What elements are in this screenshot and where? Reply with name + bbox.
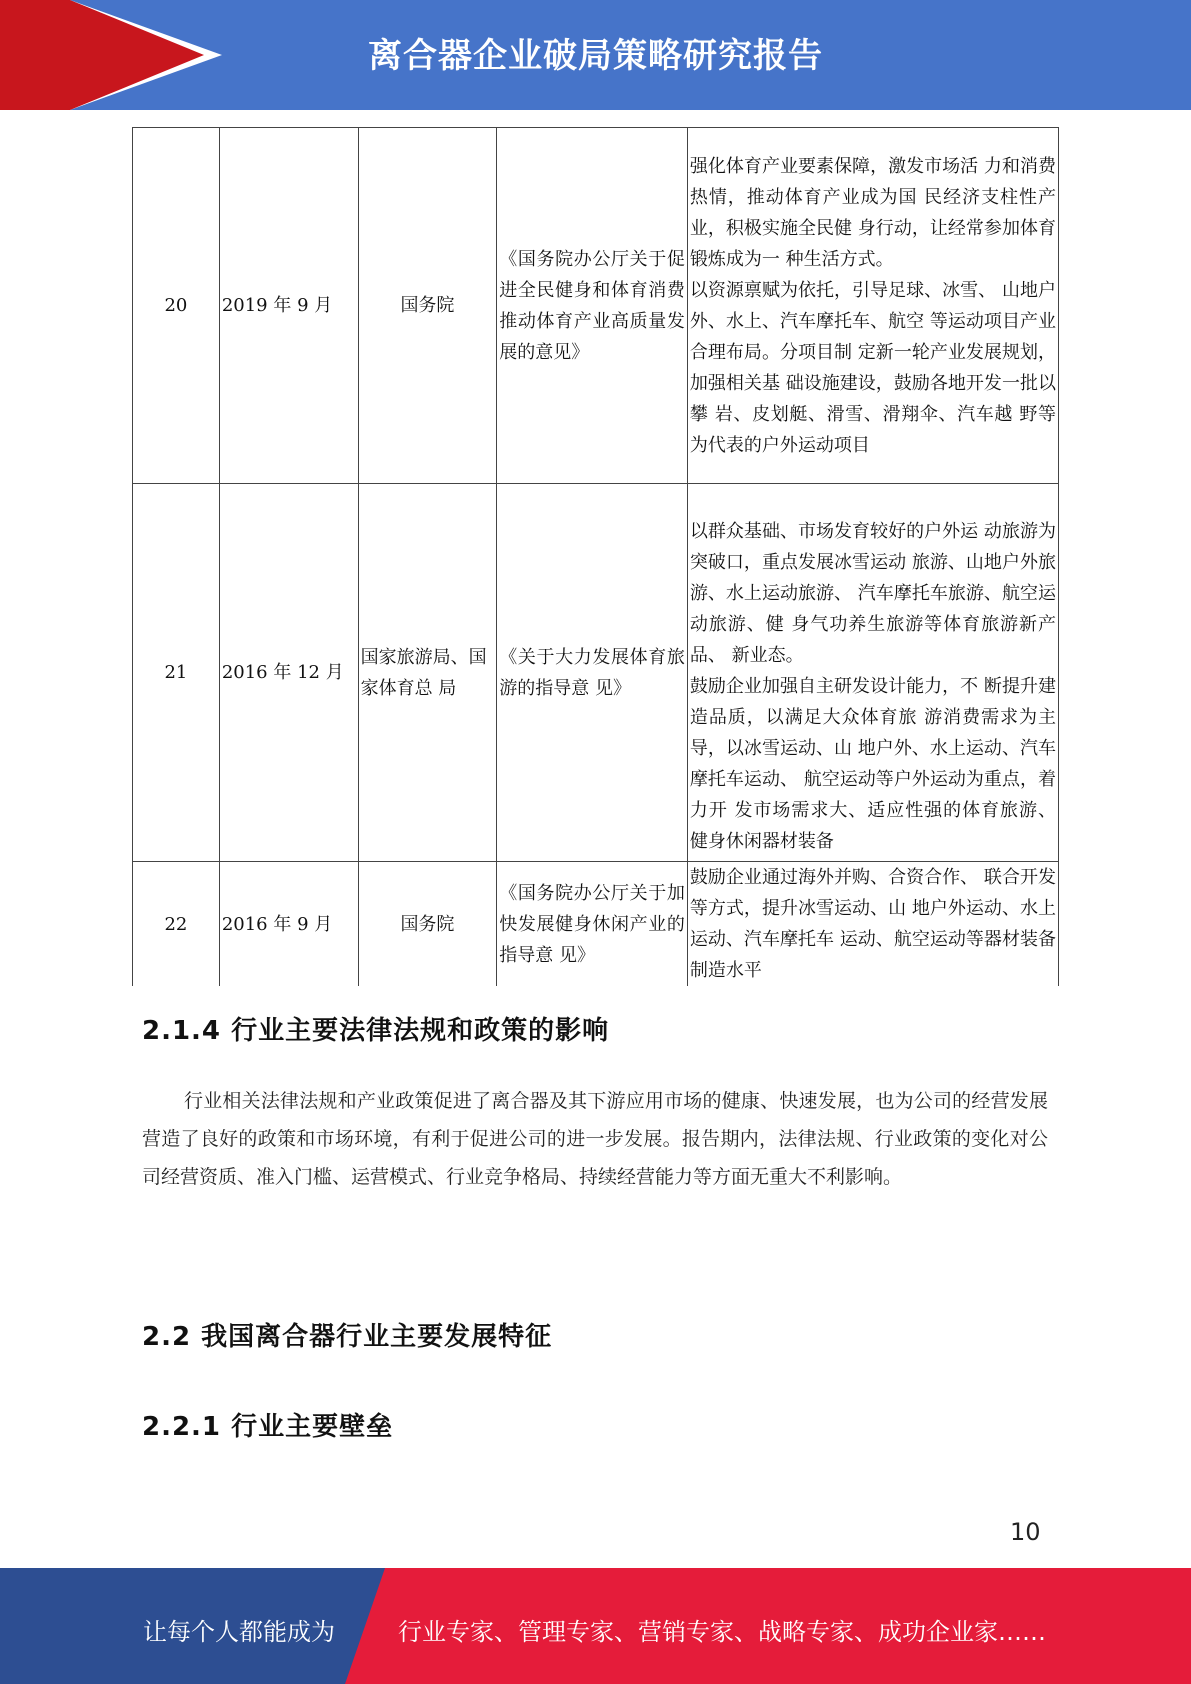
row-policy-name: 《国务院办公厅关于加快发展健身休闲产业的指导意 见》 <box>497 862 688 987</box>
row-number: 22 <box>133 862 220 987</box>
section-paragraph: 行业相关法律法规和产业政策促进了离合器及其下游应用市场的健康、快速发展，也为公司的经营发展营造了良好的政策和市场环境，有利于促进公司的进一步发展。报告期内，法律法规、行业政策的变化对公司经营资质、准入门槛、运营模式、行业竞争格局、持续经营能力等方面无重大不利影响。 <box>142 1090 1048 1188</box>
table-row <box>133 128 1059 484</box>
footer-slogan-right: 行业专家、管理专家、营销专家、战略专家、成功企业家…… <box>398 1618 1046 1646</box>
row-content: 鼓励企业通过海外并购、合资合作、 联合开发等方式，提升冰雪运动、山 地户外运动、水上运动、汽车摩托车 运动、航空运动等器材装备制造水平 <box>687 862 1058 987</box>
row-date: 2019 年 9 月 <box>219 128 358 484</box>
report-title: 离合器企业破局策略研究报告 <box>368 36 823 76</box>
row-date: 2016 年 12 月 <box>219 484 358 862</box>
table-row <box>133 862 1059 987</box>
row-number: 20 <box>133 128 220 484</box>
row-policy-name: 《关于大力发展体育旅游的指导意 见》 <box>497 484 688 862</box>
row-content: 强化体育产业要素保障，激发市场活 力和消费热情，推动体育产业成为国 民经济支柱性产业，积极实施全民健 身行动，让经常参加体育锻炼成为一 种生活方式。 以资源禀赋为依托，引导足球、冰雪、 山地户外、水上、汽车摩托车、航空 等运动项目产业合理布局。分项目制 定新一轮产业发展规划，加强相关基 础设施建设，鼓励各地开发一批以攀 岩、皮划艇、滑雪、滑翔伞、汽车越 野等为代表的户外运动项目 <box>687 128 1058 484</box>
row-issuer: 国家旅游局、国家体育总 局 <box>358 484 497 862</box>
page-header <box>0 0 1191 110</box>
row-policy-name: 《国务院办公厅关于促进全民健身和体育消费推动体育产业高质量发展的意见》 <box>497 128 688 484</box>
table-row <box>133 484 1059 862</box>
row-date: 2016 年 9 月 <box>219 862 358 987</box>
section-heading-2-1-4: 2.1.4 行业主要法律法规和政策的影响 <box>142 1016 610 1046</box>
policy-table <box>132 127 1059 986</box>
row-number: 21 <box>133 484 220 862</box>
page-footer <box>0 1568 1191 1684</box>
row-content: 以群众基础、市场发育较好的户外运 动旅游为突破口，重点发展冰雪运动 旅游、山地户外旅游、水上运动旅游、 汽车摩托车旅游、航空运动旅游、健 身气功养生旅游等体育旅游新产品、 新业态。 鼓励企业加强自主研发设计能力，不 断提升建造品质，以满足大众体育旅 游消费需求为主导，以冰雪运动、山 地户外、水上运动、汽车摩托车运动、 航空运动等户外运动为重点，着力开 发市场需求大、适应性强的体育旅游、 健身休闲器材装备 <box>687 484 1058 862</box>
section-heading-2-2: 2.2 我国离合器行业主要发展特征 <box>142 1322 553 1352</box>
row-issuer: 国务院 <box>358 862 497 987</box>
row-issuer: 国务院 <box>358 128 497 484</box>
page-number: 10 <box>1010 1518 1041 1546</box>
section-heading-2-2-1: 2.2.1 行业主要壁垒 <box>142 1412 394 1442</box>
footer-slogan-left: 让每个人都能成为 <box>143 1618 335 1646</box>
